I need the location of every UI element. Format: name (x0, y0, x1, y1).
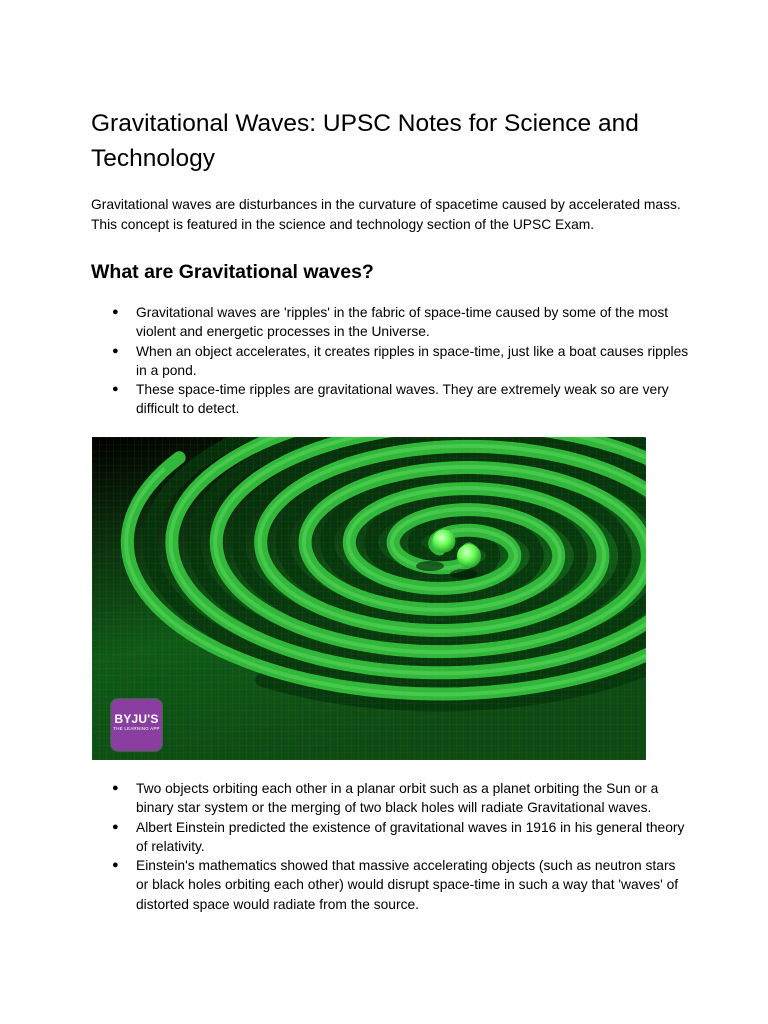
list-item (91, 818, 689, 857)
black-hole-sphere-1 (433, 530, 456, 553)
list-item (91, 342, 689, 381)
bullet-icon: ● (112, 859, 119, 872)
list-item (91, 380, 689, 419)
bullet-list-1 (91, 303, 689, 419)
list-item-text: Gravitational waves are 'ripples' in the fabric of space-time caused by some of the most violent and energetic processes in the Universe. (136, 305, 669, 340)
section-heading: What are Gravitational waves? (91, 261, 374, 283)
logo-tagline-text: THE LEARNING APP (113, 726, 160, 731)
intro-paragraph: Gravitational waves are disturbances in the curvature of spacetime caused by accelerated mass. This concept is featured in the science and technology section of the UPSC Exam. (91, 197, 681, 232)
logo-brand-text: BYJU'S (114, 712, 159, 726)
list-item-text: When an object accelerates, it creates ripples in space-time, just like a boat causes ripples in a pond. (136, 343, 689, 378)
list-item-text: Two objects orbiting each other in a planar orbit such as a planet orbiting the Sun or a binary star system or the merging of two black holes will radiate Gravitational waves. (136, 781, 659, 816)
list-item (91, 779, 689, 818)
page-title: Gravitational Waves: UPSC Notes for Science and Technology (91, 110, 639, 172)
bullet-icon: ● (112, 344, 119, 357)
bullet-icon: ● (112, 820, 119, 833)
list-item-text: These space-time ripples are gravitational waves. They are extremely weak so are very difficult to detect. (136, 382, 669, 417)
list-item (91, 303, 689, 342)
list-item-text: Albert Einstein predicted the existence of gravitational waves in 1916 in his general theory of relativity. (136, 819, 685, 854)
byjus-logo (111, 699, 162, 751)
list-item-text: Einstein's mathematics showed that massive accelerating objects (such as neutron stars or black holes orbiting each other) would disrupt space-time in such a way that 'waves' of distorted space would radiate from the source. (136, 858, 679, 912)
bullet-icon: ● (112, 383, 119, 396)
gravitational-wave-illustration (92, 437, 646, 760)
bullet-list-2 (91, 779, 689, 914)
list-item (91, 856, 689, 914)
bullet-icon: ● (112, 306, 119, 318)
black-hole-sphere-2 (457, 544, 481, 568)
spiral-wave-image (92, 437, 646, 760)
bullet-icon: ● (112, 782, 119, 794)
